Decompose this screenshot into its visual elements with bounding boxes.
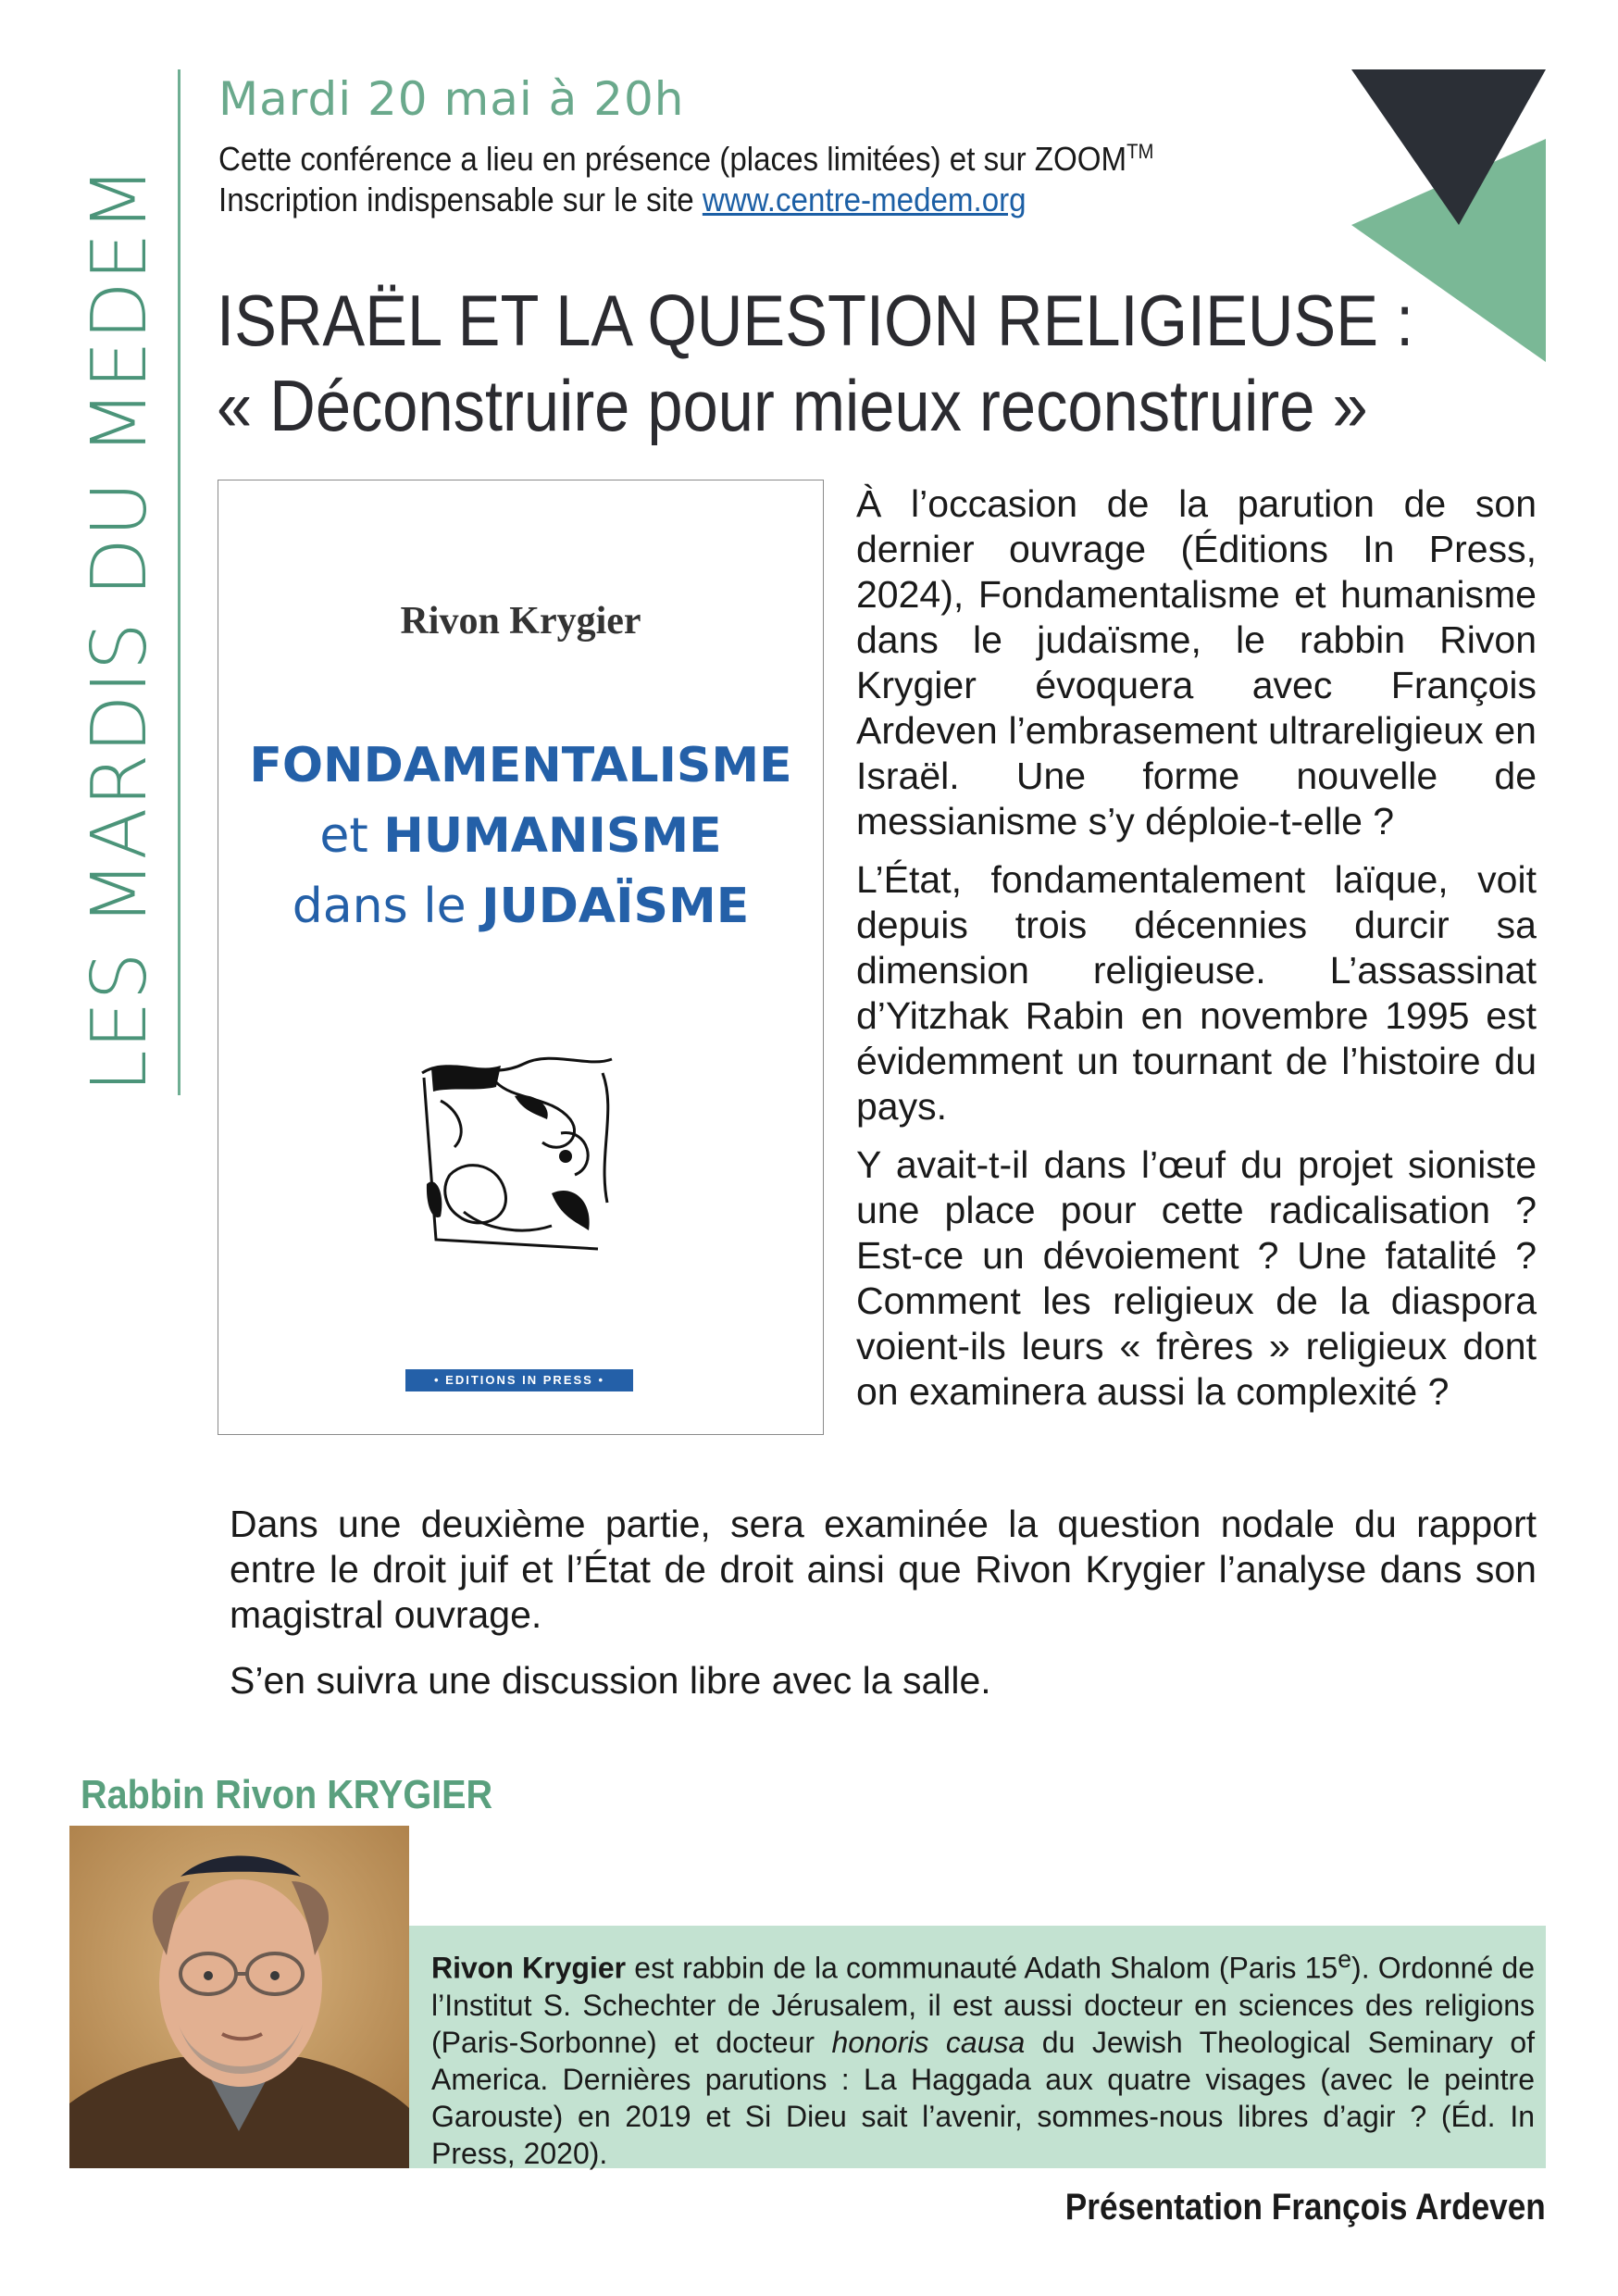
intro-column bbox=[856, 481, 1537, 1428]
bio-name: Rivon Krygier bbox=[431, 1951, 627, 1985]
page-title bbox=[217, 278, 1413, 448]
vertical-divider bbox=[178, 69, 180, 1095]
info-line-2: Inscription indispensable sur le site bbox=[218, 181, 703, 218]
bio-italic: honoris causa bbox=[831, 2025, 1026, 2059]
paragraph-5: S’en suivra une discussion libre avec la salle. bbox=[230, 1659, 991, 1702]
book-title-line-2-bold: HUMANISME bbox=[383, 808, 722, 864]
book-title-line-3-bold: JUDAÏSME bbox=[481, 879, 750, 934]
book-illustration bbox=[413, 1045, 626, 1258]
paragraph-3: Y avait-t-il dans l’œuf du projet sioniste une place pour cette radicalisation ? Est-ce un dévoiement ? Une fatalité ? Comment les religieux de la diaspora voient-ils leurs « frères » religieux dont on examinera aussi la complexité ? bbox=[856, 1143, 1537, 1413]
series-title: LES MARDIS DU MEDEM bbox=[76, 165, 164, 1092]
site-link[interactable]: www.centre-medem.org bbox=[702, 181, 1027, 218]
paragraph-2: L’État, fondamentalement laïque, voit depuis trois décennies durcir sa dimension religieuse. L’assassinat d’Yitzhak Rabin en novembre 1995 est évidemment un tournant de l’histoire du pays. bbox=[856, 858, 1537, 1128]
paragraph-1: À l’occasion de la parution de son dernier ouvrage (Éditions In Press, 2024), Fondamentalisme et humanisme dans le judaïsme, le rabbin Rivon Krygier évoquera avec François Ardeven l’embrasement ultrareligieux en Israël. Une forme nouvelle de messianisme s’y déploie-t-elle ? bbox=[856, 482, 1537, 842]
book-cover bbox=[218, 480, 824, 1435]
book-title-line-2-pre: et bbox=[319, 808, 384, 864]
bio-part-2: ). Ordonné de l’Institut S. Schechter de Jérusalem, il est aussi docteur en sciences des religions (Paris-Sorbonne) et docteur bbox=[431, 1951, 1536, 2059]
speaker-bio bbox=[409, 1926, 1546, 2168]
title-line-2: « Déconstruire pour mieux reconstruire » bbox=[217, 365, 1368, 446]
book-title-line-3-pre: dans le bbox=[292, 879, 482, 934]
book-title-line-1: FONDAMENTALISME bbox=[249, 738, 792, 793]
event-date: Mardi 20 mai à 20h bbox=[218, 72, 685, 126]
book-publisher: • EDITIONS IN PRESS • bbox=[405, 1369, 633, 1391]
book-author: Rivon Krygier bbox=[400, 600, 641, 643]
bio-text bbox=[431, 1940, 1535, 2172]
bio-superscript: e bbox=[1338, 1945, 1352, 1973]
tm-mark: TM bbox=[1126, 140, 1154, 163]
speaker-heading: Rabbin Rivon KRYGIER bbox=[81, 1772, 493, 1817]
paragraph-4: Dans une deuxième partie, sera examinée la question nodale du rapport entre le droit juif et l’État de droit ainsi que Rivon Krygier l’analyse dans son magistral ouvrage. bbox=[230, 1503, 1537, 1636]
main-text bbox=[230, 1502, 1537, 1724]
bio-part-1: est rabbin de la communauté Adath Shalom (Paris 15 bbox=[626, 1951, 1338, 1985]
title-line-1: ISRAËL ET LA QUESTION RELIGIEUSE : bbox=[217, 280, 1414, 361]
presenter-credit: Présentation François Ardeven bbox=[1064, 2187, 1546, 2227]
speaker-photo bbox=[69, 1826, 409, 2168]
bio-part-3: du Jewish Theological Seminary of America. Dernières parutions : La Haggada aux quatre visages (avec le peintre Garouste) en 2019 et Si Dieu sait l’avenir, sommes-nous libres d’agir ? (Éd. In Press, 2020). bbox=[431, 2025, 1536, 2170]
book-title bbox=[218, 730, 823, 942]
info-line-1: Cette conférence a lieu en présence (places limitées) et sur ZOOM bbox=[218, 140, 1127, 178]
event-info bbox=[218, 131, 1153, 220]
